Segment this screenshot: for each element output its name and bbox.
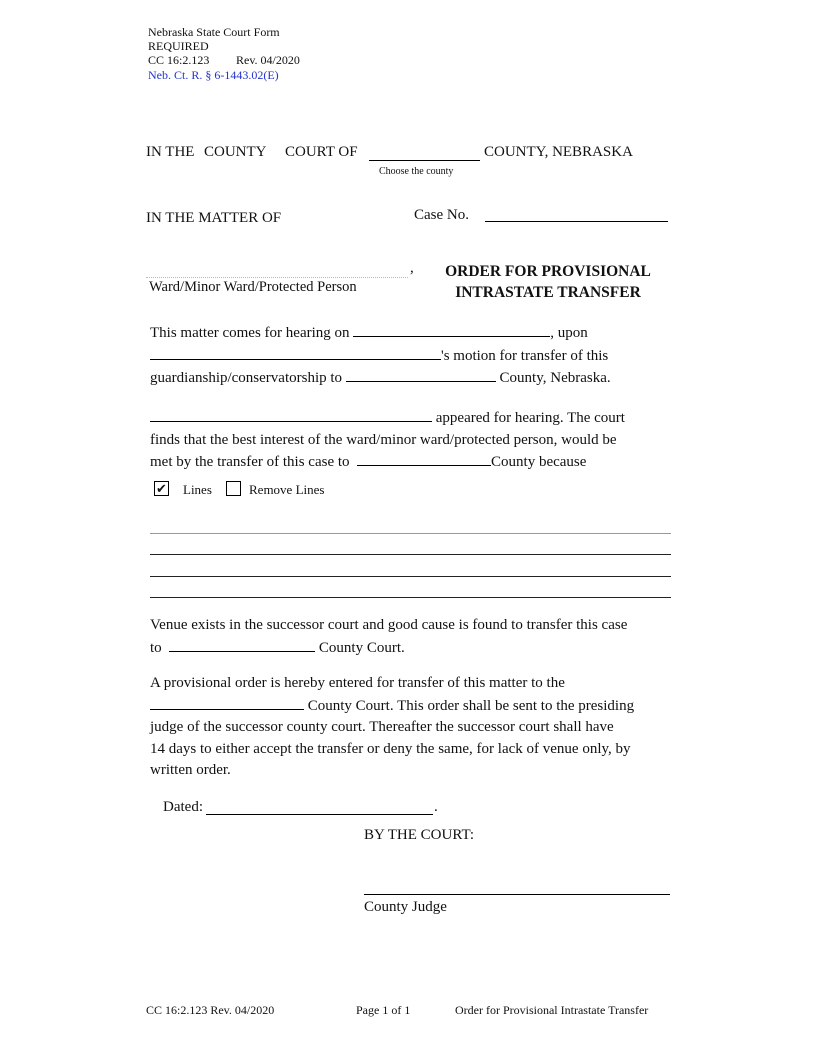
order-county-field[interactable] xyxy=(150,695,304,710)
footer-form-title: Order for Provisional Intrastate Transfer xyxy=(455,1003,649,1017)
form-code: CC 16:2.123 xyxy=(148,53,210,67)
provisional-order-paragraph xyxy=(150,673,634,782)
by-the-court-label: BY THE COURT: xyxy=(364,827,475,843)
court-rule-link[interactable]: Neb. Ct. R. § 6-1443.02(E) xyxy=(148,68,279,82)
court-type-select[interactable]: COUNTY xyxy=(204,144,267,160)
hearing-text-3: 's motion for transfer of this xyxy=(441,347,609,364)
footer-form-code: CC 16:2.123 Rev. 04/2020 xyxy=(146,1003,275,1017)
party-label: Ward/Minor Ward/Protected Person xyxy=(149,279,357,295)
hearing-text-4: guardianship/conservatorship to xyxy=(150,370,343,386)
remove-lines-label: Remove Lines xyxy=(249,482,325,497)
judge-signature-line[interactable] xyxy=(364,894,670,895)
reason-line[interactable] xyxy=(150,597,671,598)
title-line-1: ORDER FOR PROVISIONAL xyxy=(445,263,651,280)
order-text-5: written order. xyxy=(150,762,231,778)
transfer-county-field[interactable] xyxy=(346,367,496,382)
document-title xyxy=(428,261,668,303)
footer-page-number: Page 1 of 1 xyxy=(356,1003,411,1017)
caption-county-nebraska: COUNTY, NEBRASKA xyxy=(484,144,633,160)
venue-paragraph xyxy=(150,615,627,659)
form-revision: Rev. 04/2020 xyxy=(236,53,300,67)
caption-comma: , xyxy=(410,260,414,276)
title-line-2: INTRASTATE TRANSFER xyxy=(455,284,641,301)
order-text-2: County Court. This order shall be sent to the presiding xyxy=(307,697,635,714)
appearance-paragraph xyxy=(150,407,625,474)
reason-line[interactable] xyxy=(150,554,671,555)
order-text-4: 14 days to either accept the transfer or deny the same, for lack of venue only, by xyxy=(150,740,631,757)
venue-text-3: County Court. xyxy=(318,639,405,656)
party-name-field[interactable] xyxy=(146,263,408,278)
appearance-text-3: met by the transfer of this case to xyxy=(150,454,350,470)
hearing-text-2: , upon xyxy=(550,325,588,341)
order-text-1: A provisional order is hereby entered for transfer of this matter to the xyxy=(150,675,565,691)
hearing-date-field[interactable] xyxy=(353,322,550,337)
hearing-text-5: County, Nebraska. xyxy=(499,370,611,386)
because-county-field[interactable] xyxy=(357,451,491,466)
appearance-text-1: appeared for hearing. The court xyxy=(435,410,625,426)
hearing-paragraph xyxy=(150,322,611,390)
hearing-text-1: This matter comes for hearing on xyxy=(150,325,350,341)
dated-period: . xyxy=(434,799,438,815)
caption-matter-of: IN THE MATTER OF xyxy=(146,210,282,226)
dated-label: Dated: xyxy=(163,799,203,815)
case-no-field[interactable] xyxy=(485,207,668,222)
appearance-text-4: County because xyxy=(491,454,587,470)
required-label: REQUIRED xyxy=(148,39,209,53)
case-no-label: Case No. xyxy=(414,207,469,223)
caption-in-the: IN THE xyxy=(146,144,195,160)
appearance-text-2: finds that the best interest of the ward/minor ward/protected person, would be xyxy=(150,431,617,448)
caption-court-of: COURT OF xyxy=(285,144,358,160)
choose-county-hint: Choose the county xyxy=(379,166,454,177)
remove-lines-checkbox[interactable] xyxy=(226,481,241,496)
venue-text-1: Venue exists in the successor court and good cause is found to transfer this case xyxy=(150,617,628,633)
appeared-name-field[interactable] xyxy=(150,407,432,422)
form-source: Nebraska State Court Form xyxy=(148,25,280,39)
venue-text-2: to xyxy=(150,639,162,656)
order-text-3: judge of the successor county court. Thereafter the successor court shall have xyxy=(150,719,614,735)
county-judge-label: County Judge xyxy=(364,899,447,915)
lines-checkbox[interactable]: ✔ xyxy=(154,481,169,496)
lines-label: Lines xyxy=(183,482,212,497)
movant-name-field[interactable] xyxy=(150,345,441,360)
successor-county-field[interactable] xyxy=(169,637,315,652)
dated-field[interactable] xyxy=(206,800,433,815)
reason-line[interactable] xyxy=(150,533,671,534)
county-name-field[interactable] xyxy=(369,146,480,161)
reason-line[interactable] xyxy=(150,576,671,577)
